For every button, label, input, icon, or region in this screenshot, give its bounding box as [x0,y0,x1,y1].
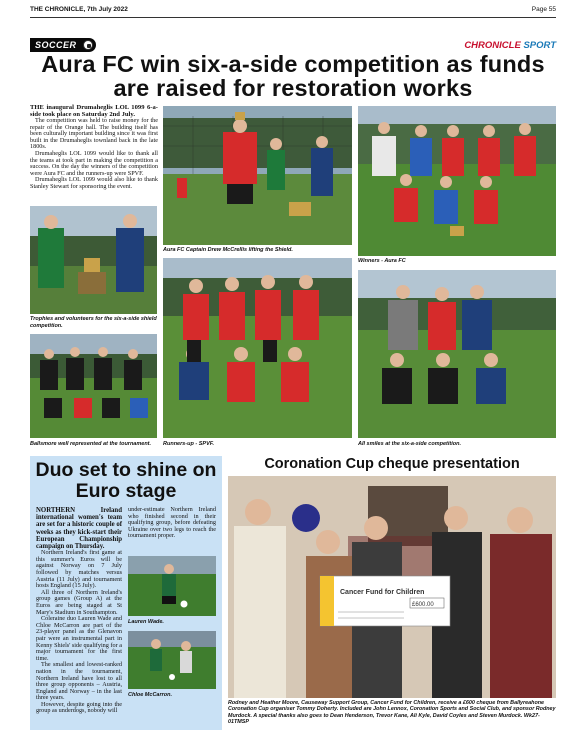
intro-paragraph: THE inaugural Drumaheglis LOL 1099 6-a-side took place on Saturday 2nd July. [30,104,158,118]
duo-column-1 [36,507,122,715]
page-number: Page 55 [531,6,556,13]
football-icon [83,40,93,50]
caption-shield: Aura FC Captain Drew McCrellis lifting the Shield. [163,247,293,253]
photo-cheque-presentation [228,476,556,698]
intro-paragraph: Drumaheglis LOL 1099 would also like to thank Stanley Stewart for sponsoring the event. [30,176,158,190]
soccer-section-tab [30,38,96,52]
duo-paragraph: under-estimate Northern Ireland who finished second in their qualifying group, before defeating Ukraine over two legs to reach the tournament proper. [128,506,216,540]
duo-paragraph: All three of Northern Ireland's group games (Group A) at the Euros are being staged at St Mary's Stadium in Southampton. [36,588,122,616]
duo-paragraph: Northern Ireland's first game at this summer's Euros will be against Norway on 7 July followed by matches versus Austria (11 July) and tournament hosts England (15 July). [36,549,122,590]
photo-winners-aura [358,106,556,256]
cup-caption: Rodney and Heather Moore, Causeway Support Group, Cancer Fund for Children, receive a £600 cheque from Ballyreahone Coronation Cup organiser Tommy Doherty. Included are John Lennox, Coronation Sports and Social Club, and sponsor Rodney Murdock. A special thanks also goes to Dean Henderson, Trevor Kane, Ali Kyle, David Coyles and Steven Murdock. Wk27-01TMSP [228,700,556,726]
sport-word: SPORT [523,40,556,51]
caption-mccarron: Chloe McCarron. [128,692,173,698]
duo-paragraph: The smallest and lowest-ranked nation in the tournament, Northern Ireland have lost to all three group opponents – Austria, England and Norway – in the last three years. [36,661,122,702]
photo-runners-up [163,258,352,438]
caption-runners-up: Runners-up - SPVF. [163,441,215,447]
caption-all-smiles: All smiles at the six-a-side competition. [358,441,461,447]
duo-paragraph: However, despite going into the group as underdogs, nobody will [36,700,122,715]
duo-paragraph: Coleraine duo Lauren Wade and Chloe McCarron are part of the 23-player panel as the Glenavon pair were an instrumental part in Kenny Shiels' side qualifying for a major tournament for the first time. [36,615,122,662]
main-headline: Aura FC win six-a-side competition as funds are raised for restoration works [41,51,545,101]
photo-trophies [30,206,157,314]
photo-chloe-mccarron [128,631,216,689]
intro-paragraph: The competition was held to raise money for the repair of the Orange hall. The building itself has been culturally important building since it was first built in the Drumaheglis townland back in the late 1800s. [30,117,158,151]
cheque-amount: £600.00 [412,602,434,608]
caption-winners: Winners - Aura FC [358,258,406,264]
photo-captain-shield [163,106,352,245]
header-rule [30,17,556,18]
soccer-label: SOCCER [35,40,77,50]
chronicle-word: CHRONICLE [464,40,521,51]
intro-article [30,104,158,191]
duo-paragraph: NORTHERN Ireland international women's team are set for a historic couple of weeks as they kick-start their European Championship campaign on Thursday. [36,507,122,551]
photo-all-smiles [358,270,556,438]
photo-ballsmore [30,334,157,438]
duo-headline: Duo set to shine on Euro stage [35,459,217,502]
caption-ballsmore: Ballsmore well represented at the tournament. [30,441,152,447]
intro-paragraph: Drumaheglis LOL 1099 would like to thank all the teams at took part in making the competition a success. On the day the winners of the competition were Aura FC and the runners-up were SPVF. [30,149,158,177]
chronicle-sport-logo [464,40,556,51]
photo-lauren-wade [128,556,216,616]
page-header [30,6,556,16]
caption-wade: Lauren Wade. [128,619,164,625]
publication-date: THE CHRONICLE, 7th July 2022 [30,6,128,13]
caption-trophies: Trophies and volunteers for the six-a-side shield competition. [30,316,157,329]
cup-headline: Coronation Cup cheque presentation [264,456,520,472]
duo-column-2 [128,507,216,540]
cheque-payee: Cancer Fund for Children [340,589,425,596]
